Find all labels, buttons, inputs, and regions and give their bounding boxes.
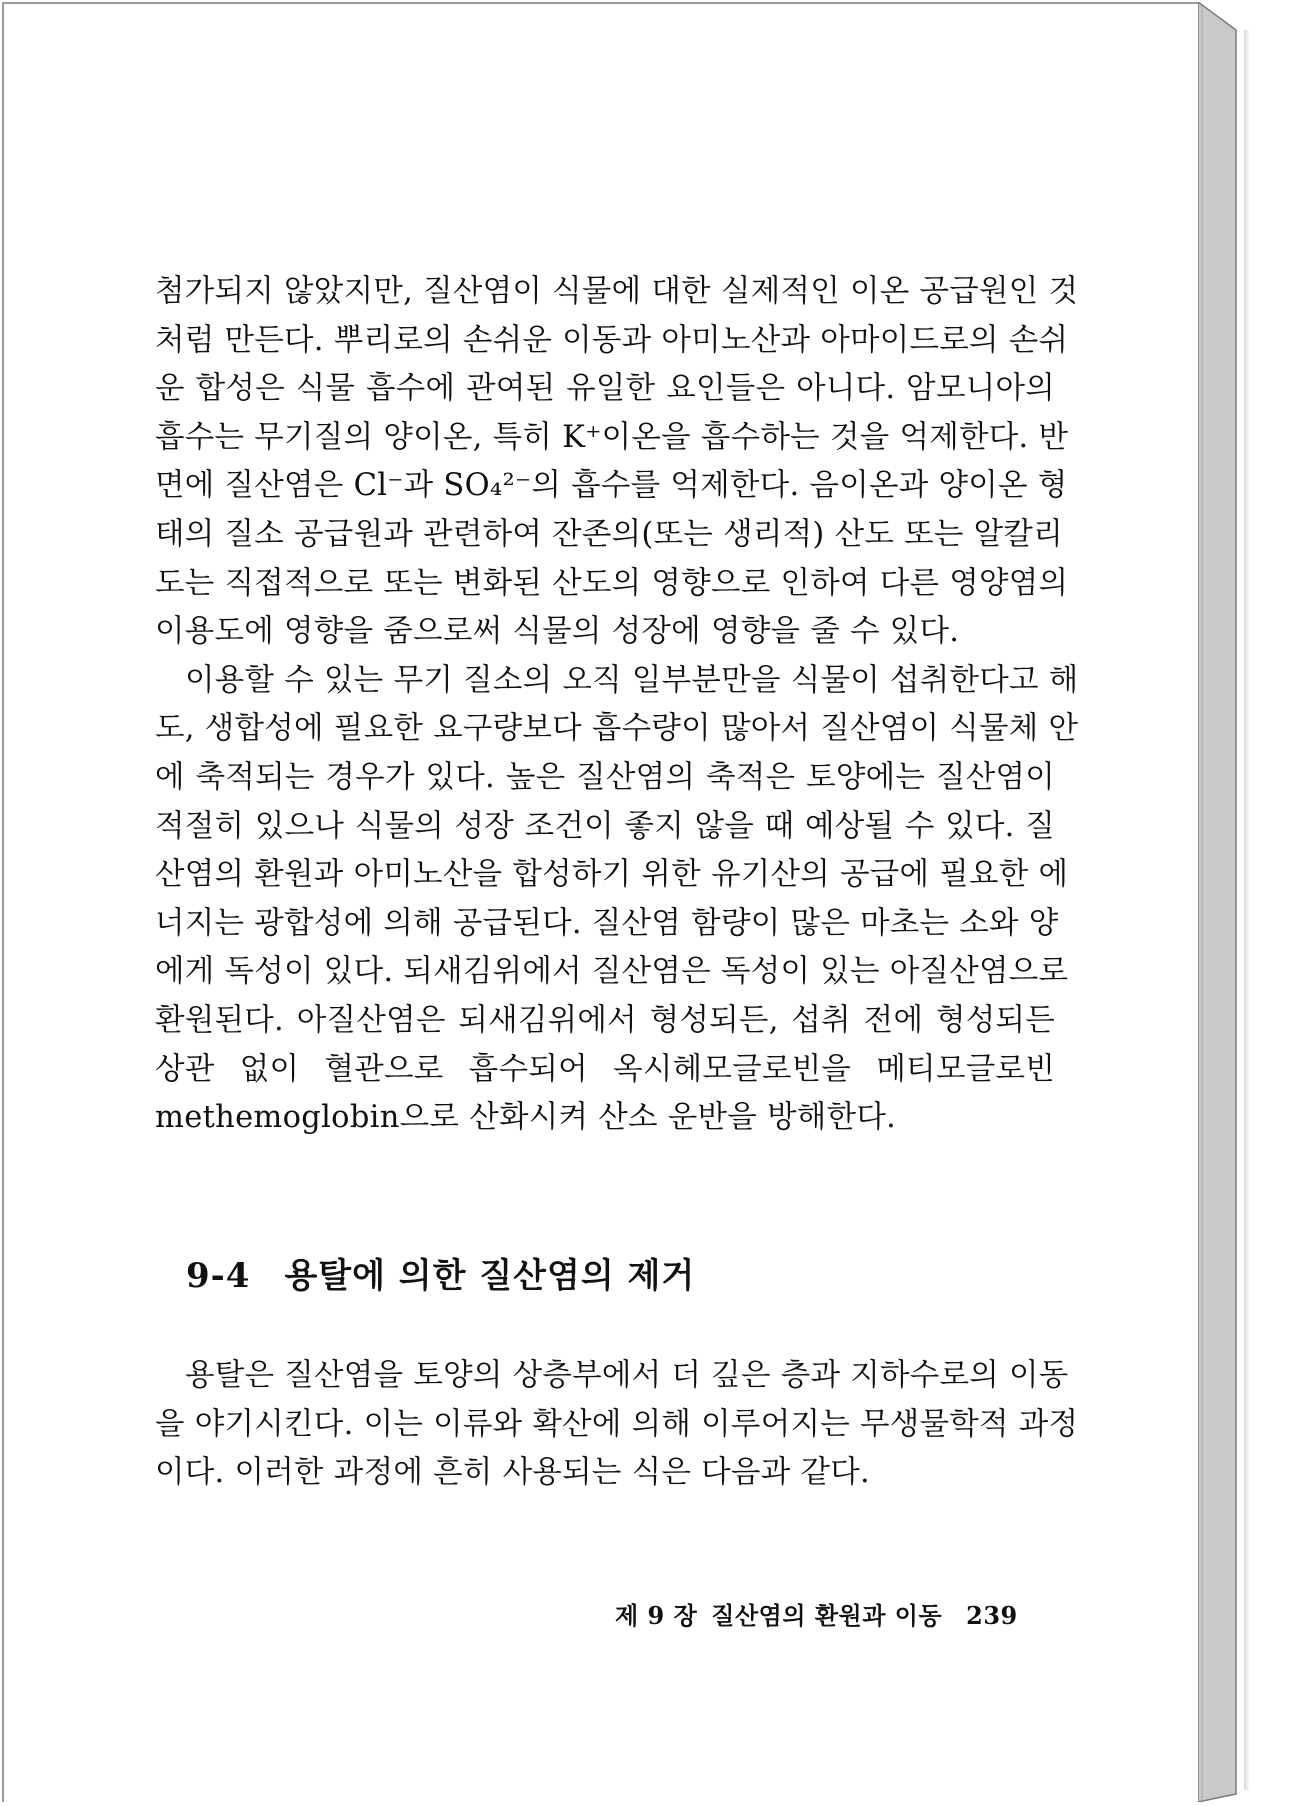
text-line: 도는 직접적으로 또는 변화된 산도의 영향으로 인하여 다른 영양염의 — [155, 565, 1069, 601]
section-number: 9-4 — [186, 1256, 251, 1296]
text-line: 적절히 있으나 식물의 성장 조건이 좋지 않을 때 예상될 수 있다. 질 — [155, 808, 1055, 844]
text-line: 환원된다. 아질산염은 되새김위에서 형성되든, 섭취 전에 형성되든 — [155, 1002, 1055, 1038]
text-line: 처럼 만든다. 뿌리로의 손쉬운 이동과 아미노산과 아마이드로의 손쉬 — [155, 322, 1069, 358]
page-shadow — [1244, 30, 1250, 1790]
text-line: methemoglobin으로 산화시켜 산소 운반을 방해한다. — [155, 1100, 897, 1136]
text-line: 이다. 이러한 과정에 흔히 사용되는 식은 다음과 같다. — [155, 1455, 870, 1491]
body-text — [155, 268, 1079, 1143]
footer-chapter: 제 9 장 — [615, 1601, 698, 1630]
paragraph-1 — [155, 268, 1079, 657]
running-footer — [615, 1596, 1018, 1631]
text-line: 에 축적되는 경우가 있다. 높은 질산염의 축적은 토양에는 질산염이 — [155, 759, 1055, 795]
page-stack-edge — [1198, 2, 1244, 1802]
text-line: 첨가되지 않았지만, 질산염이 식물에 대한 실제적인 이온 공급원인 것 — [155, 274, 1079, 309]
text-line: 산염의 환원과 아미노산을 합성하기 위한 유기산의 공급에 필요한 에 — [155, 857, 1069, 893]
section-heading — [186, 1248, 695, 1297]
text-line: 상관 없이 혈관으로 흡수되어 옥시헤모글로빈을 메티모글로빈 — [155, 1051, 1055, 1087]
text-line: 운 합성은 식물 흡수에 관여된 유일한 요인들은 아니다. 암모니아의 — [155, 371, 1055, 407]
text-line: 용탈은 질산염을 토양의 상층부에서 더 깊은 층과 지하수로의 이동 — [185, 1358, 1069, 1393]
text-line: 을 야기시킨다. 이는 이류와 확산에 의해 이루어지는 무생물학적 과정 — [155, 1406, 1079, 1442]
page-number: 239 — [966, 1601, 1018, 1630]
footer-chapter-title: 질산염의 환원과 이동 — [711, 1601, 943, 1630]
section-body-text — [155, 1352, 1079, 1498]
text-line: 면에 질산염은 Cl⁻과 SO₄²⁻의 흡수를 억제한다. 음이온과 양이온 형 — [155, 468, 1068, 504]
paragraph-2 — [155, 657, 1079, 1143]
section-title: 용탈에 의한 질산염의 제거 — [284, 1256, 696, 1296]
text-line: 이용할 수 있는 무기 질소의 오직 일부분만을 식물이 섭취한다고 해 — [185, 662, 1079, 698]
text-line: 흡수는 무기질의 양이온, 특히 K⁺이온을 흡수하는 것을 억제한다. 반 — [155, 419, 1069, 455]
text-line: 도, 생합성에 필요한 요구량보다 흡수량이 많아서 질산염이 식물체 안 — [155, 711, 1079, 747]
text-line: 이용도에 영향을 줌으로써 식물의 성장에 영향을 줄 수 있다. — [155, 614, 960, 650]
text-line: 태의 질소 공급원과 관련하여 잔존의(또는 생리적) 산도 또는 알칼리 — [155, 516, 1063, 552]
text-line: 너지는 광합성에 의해 공급된다. 질산염 함량이 많은 마초는 소와 양 — [155, 905, 1059, 941]
text-line: 에게 독성이 있다. 되새김위에서 질산염은 독성이 있는 아질산염으로 — [155, 954, 1069, 990]
